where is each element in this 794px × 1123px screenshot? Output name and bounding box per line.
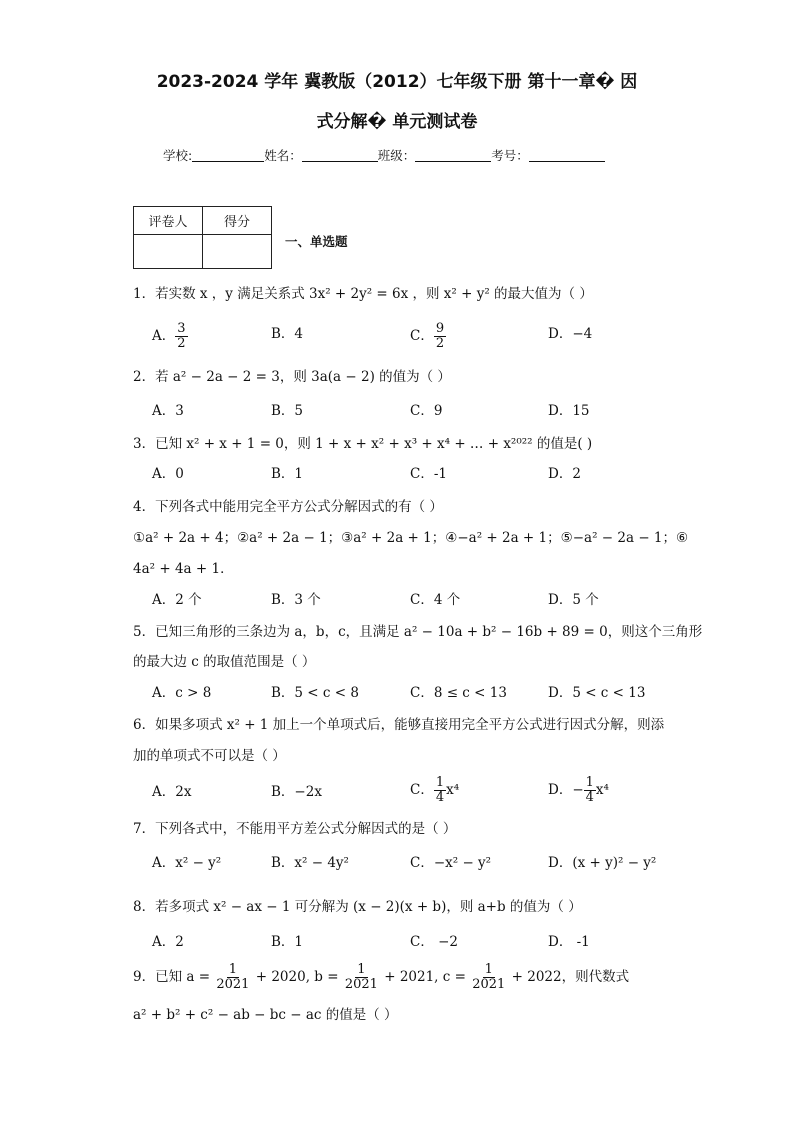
q7-option-c: C．−x² − y² <box>410 855 492 871</box>
q9-fraction-c: $\frac{1}{2021}$ <box>472 962 506 992</box>
q1-option-b: B．4 <box>271 326 304 342</box>
name-blank <box>302 148 378 162</box>
q8-option-c: C． −2 <box>410 934 459 950</box>
q5-option-b: B．5 < c < 8 <box>271 685 359 701</box>
question-2-stem: 2．若 a² − 2a − 2 = 3，则 3a(a − 2) 的值为（ ） <box>133 369 451 385</box>
q2-option-d: D．15 <box>548 403 590 419</box>
student-info-row <box>163 146 605 164</box>
question-4-stem: 4．下列各式中能用完全平方公式分解因式的有（ ） <box>133 499 443 515</box>
q4-option-a: A．2 个 <box>152 592 202 608</box>
question-6-stem: 6．如果多项式 x² + 1 加上一个单项式后，能够直接用完全平方公式进行因式分解，则添 <box>133 717 665 733</box>
q1-option-c: C． $\frac{9}{2}$ <box>410 321 445 351</box>
score-header: 得分 <box>203 207 272 235</box>
grader-cell <box>134 235 203 269</box>
school-blank <box>192 148 264 162</box>
q6-option-b: B．−2x <box>271 784 322 800</box>
name-label: 姓名： <box>264 148 302 163</box>
question-7-stem: 7．下列各式中，不能用平方差公式分解因式的是（ ） <box>133 821 457 837</box>
question-5-stem: 5．已知三角形的三条边为 a，b，c，且满足 a² − 10a + b² − 16b + 89 = 0，则这个三角形 <box>133 624 703 640</box>
q3-option-b: B．1 <box>271 466 304 482</box>
class-label: 班级： <box>377 148 416 163</box>
question-9-stem-cont: a² + b² + c² − ab − bc − ac 的值是（ ） <box>133 1007 398 1023</box>
q4-option-d: D．5 个 <box>548 592 599 608</box>
q5-option-a: A．c > 8 <box>152 685 212 701</box>
question-9-stem: 9．已知 a = $\frac{1}{2021}$ + 2020, b = $\frac{1}{2021}$ + 2021, c = $\frac{1}{2021}$ + 2022，则代数式 <box>133 962 630 992</box>
question-1-stem: 1．若实数 x ，y 满足关系式 3x² + 2y² = 6x ，则 x² + y² 的最大值为（ ） <box>133 286 593 302</box>
question-3-stem: 3．已知 x² + x + 1 = 0，则 1 + x + x² + x³ + x⁴ + … + x²⁰²² 的值是( ) <box>133 436 593 452</box>
q2-option-a: A．3 <box>152 403 184 419</box>
grader-header: 评卷人 <box>134 207 203 235</box>
q4-option-c: C．4 个 <box>410 592 461 608</box>
q7-option-a: A．x² − y² <box>152 855 222 871</box>
q9-fraction-b: $\frac{1}{2021}$ <box>344 962 378 992</box>
q6-d-fraction: $\frac{1}{4}$ <box>585 775 594 805</box>
q7-option-b: B．x² − 4y² <box>271 855 349 871</box>
q3-option-c: C．-1 <box>410 466 447 482</box>
number-blank <box>529 148 605 162</box>
q1-c-fraction: $\frac{9}{2}$ <box>435 321 445 351</box>
q1-a-fraction: $\frac{3}{2}$ <box>177 321 186 351</box>
question-5-stem-cont: 的最大边 c 的取值范围是（ ） <box>133 654 316 670</box>
q6-option-a: A．2x <box>152 784 192 800</box>
question-4-items: ①a² + 2a + 4；②a² + 2a − 1；③a² + 2a + 1；④−a² + 2a + 1；⑤−a² − 2a − 1；⑥ <box>133 530 689 546</box>
q7-option-d: D．(x + y)² − y² <box>548 855 657 871</box>
q3-option-d: D．2 <box>548 466 581 482</box>
q1-option-a: A． $\frac{3}{2}$ <box>152 321 186 351</box>
question-4-items-cont: 4a² + 4a + 1． <box>133 561 234 577</box>
q8-option-a: A．2 <box>152 934 184 950</box>
grader-score-table <box>133 206 272 269</box>
q3-option-a: A．0 <box>152 466 184 482</box>
q9-fraction-a: $\frac{1}{2021}$ <box>216 962 250 992</box>
question-8-stem: 8．若多项式 x² − ax − 1 可分解为 (x − 2)(x + b)，则 a+b 的值为（ ） <box>133 899 582 915</box>
q8-option-d: D． -1 <box>548 934 590 950</box>
school-label: 学校: <box>163 148 193 163</box>
section-title: 一、单选题 <box>285 234 348 249</box>
q8-option-b: B．1 <box>271 934 304 950</box>
q5-option-c: C．8 ≤ c < 13 <box>410 685 507 701</box>
q2-option-b: B．5 <box>271 403 304 419</box>
q6-option-d: D．− $\frac{1}{4}$ x⁴ <box>548 775 609 805</box>
exam-title-line1: 2023-2024 学年 冀教版（2012）七年级下册 第十一章� 因 <box>156 72 638 92</box>
question-6-stem-cont: 加的单项式不可以是（ ） <box>133 748 286 764</box>
q4-option-b: B．3 个 <box>271 592 321 608</box>
class-blank <box>415 148 491 162</box>
q6-option-c: C． $\frac{1}{4}$ x⁴ <box>410 775 460 805</box>
q2-option-c: C．9 <box>410 403 443 419</box>
number-label: 考号： <box>491 148 529 163</box>
q1-option-d: D．−4 <box>548 326 593 342</box>
exam-title-line2: 式分解� 单元测试卷 <box>316 112 478 132</box>
q5-option-d: D．5 < c < 13 <box>548 685 646 701</box>
q6-c-fraction: $\frac{1}{4}$ <box>435 775 445 805</box>
score-cell <box>203 235 272 269</box>
